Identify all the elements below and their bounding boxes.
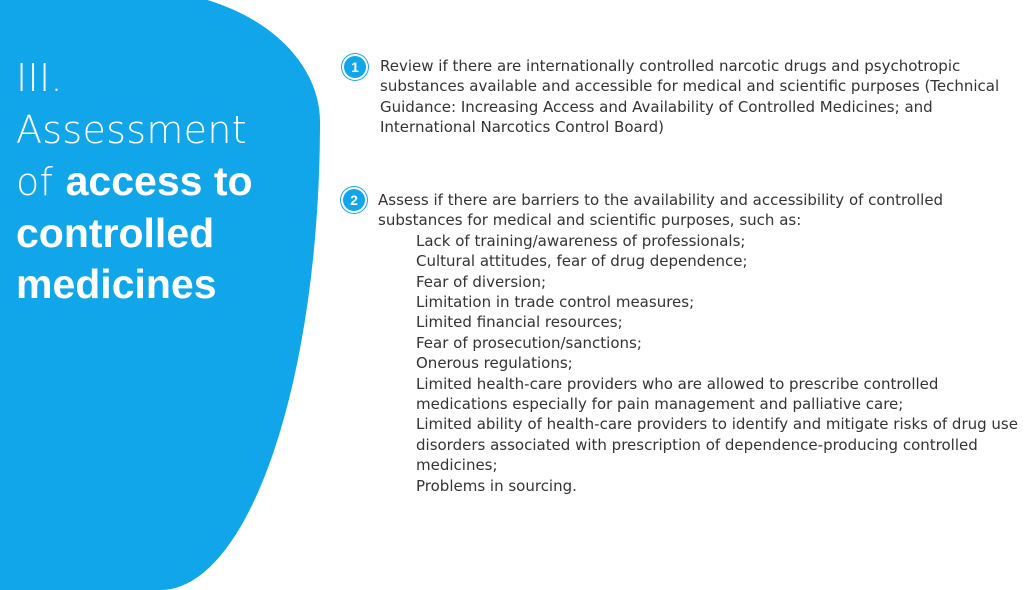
barrier-item: Onerous regulations;	[416, 354, 573, 373]
number-badge-2: 2	[343, 189, 365, 211]
title-prefix: of	[16, 160, 66, 204]
item-1-text: Review if there are internationally controlled narcotic drugs and psychotropic substances available and accessible for medical and scientific purposes (Technical Guidance: Increasing Access and Availability of Controlled Medicines; and International Narcotics Control Board)	[380, 57, 1000, 137]
barrier-item: Problems in sourcing.	[416, 476, 577, 495]
title-numeral: III.	[16, 56, 63, 100]
item-2-text: Assess if there are barriers to the availability and accessibility of controlled substances for medical and scientific purposes, such as:	[378, 191, 944, 230]
barrier-item: Limited health-care providers who are allowed to prescribe controlled medications especially for pain management and palliative care;	[416, 374, 939, 414]
barrier-item: Cultural attitudes, fear of drug dependence;	[416, 252, 748, 271]
barrier-item: Limited financial resources;	[416, 313, 623, 332]
barrier-item: Fear of diversion;	[416, 272, 547, 291]
barrier-item: Limited ability of health-care providers to identify and mitigate risks of drug use disorders associated with prescription of dependence-producing controlled medicines;	[416, 415, 1018, 475]
title-assessment: Assessment	[16, 108, 247, 152]
barrier-item: Lack of training/awareness of professionals;	[416, 231, 746, 250]
section-title	[16, 52, 306, 310]
barriers-list	[378, 231, 1018, 496]
number-badge-1: 1	[344, 56, 366, 78]
item-2	[378, 190, 1018, 496]
barrier-item: Fear of prosecution/sanctions;	[416, 333, 642, 352]
item-1	[380, 56, 1020, 138]
barrier-item: Limitation in trade control measures;	[416, 293, 695, 312]
title-bold: access to controlled medicines	[16, 158, 253, 307]
